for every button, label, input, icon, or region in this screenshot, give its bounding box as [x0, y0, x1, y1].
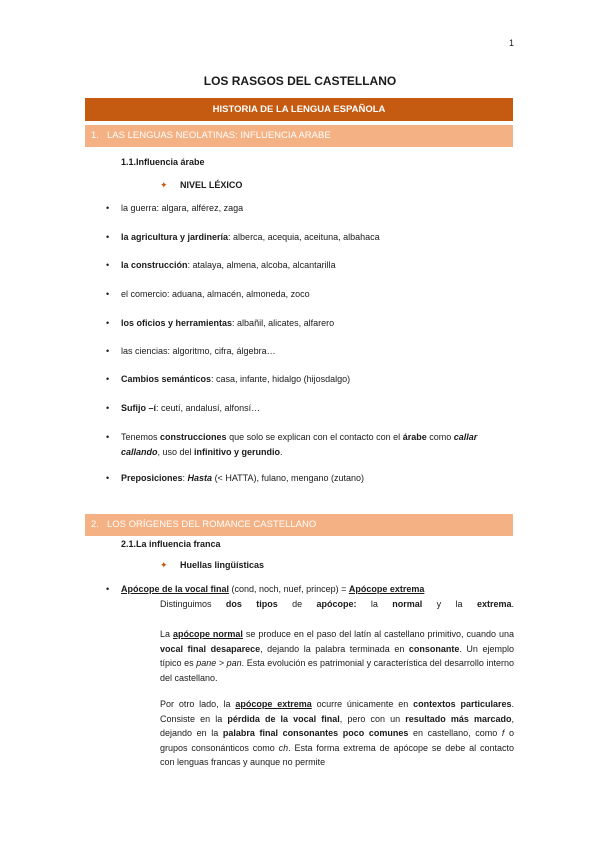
text-run: Apócope de la vocal final: [121, 584, 230, 594]
item-text: (< HATTA), fulano, mengano (zutano): [212, 473, 365, 483]
main-heading-band: HISTORIA DE LA LENGUA ESPAÑOLA: [85, 98, 513, 122]
bullet-icon: •: [106, 260, 110, 270]
paragraph-distinguimos: [160, 597, 514, 612]
item-label: las ciencias: [121, 346, 168, 356]
text-run: . Esta evolución es patrimonial y característica del desarrollo interno del castellano.: [160, 658, 514, 683]
text-run: Por otro lado, la: [160, 699, 236, 709]
text-run: .: [280, 446, 283, 457]
huellas-heading: [160, 560, 264, 571]
text-run: apócope extrema: [235, 699, 312, 709]
text-run: contextos particulares: [413, 699, 512, 709]
text-run: palabra final consonantes poco comunes: [222, 728, 409, 738]
item-text: : algoritmo, cifra, álgebra…: [167, 346, 276, 356]
text-run: , dejando la palabra terminada en: [260, 643, 409, 654]
item-label: la construcción: [121, 260, 188, 270]
text-run: . Consiste en la: [160, 699, 514, 724]
text-run: Distinguimos: [160, 599, 226, 609]
bullet-icon: •: [106, 403, 110, 413]
bullet-icon: •: [106, 289, 110, 299]
text-run: árabe: [402, 432, 427, 442]
section-2-band: [85, 514, 513, 536]
item-text: : albañil, alicates, alfarero: [232, 318, 335, 328]
item-text: : casa, infante, hidalgo (hijosdalgo): [211, 374, 351, 384]
bullet-icon: •: [106, 346, 110, 356]
text-run: consonante: [408, 643, 460, 654]
text-run: la: [356, 599, 393, 609]
diamond-marker-icon: ✦: [160, 180, 168, 190]
text-run: resultado más marcado: [405, 713, 512, 724]
text-run: dos tipos: [225, 599, 278, 609]
item-text: : aduana, almacén, almoneda, zoco: [167, 289, 310, 299]
text-run: se produce en el paso del latín al castellano primitivo, cuando una: [242, 629, 515, 639]
item-text: : atalaya, almena, alcoba, alcantarilla: [187, 260, 336, 270]
nivel-lexico-heading: [160, 180, 242, 191]
text-run: pane > pan: [196, 658, 242, 668]
text-run: .: [511, 599, 514, 609]
subsection-1-1-number: 1.1.: [121, 157, 137, 167]
text-run: apócope normal: [172, 629, 243, 639]
item-label: la agricultura y jardinería: [121, 232, 229, 242]
text-run: , uso del: [157, 446, 195, 457]
text-run: Hasta: [187, 473, 213, 483]
text-run: Tenemos: [121, 432, 161, 442]
item-label: el comercio: [121, 289, 168, 299]
section-1-number: 1.: [91, 130, 99, 141]
section-1-band: [85, 125, 513, 147]
section-2-title: LOS ORÍGENES DEL ROMANCE CASTELLANO: [107, 519, 317, 530]
item-label: Sufijo –í: [121, 403, 157, 413]
huellas-label: Huellas lingüísticas: [180, 560, 265, 570]
text-run: infinitivo y gerundio: [194, 446, 281, 457]
bullet-icon: •: [106, 473, 110, 483]
document-title: LOS RASGOS DEL CASTELLANO: [203, 74, 397, 88]
page-number: 1: [508, 38, 514, 48]
text-run: . Esta forma extrema de apócope se debe al contacto con lenguas francas y aunque no permite: [160, 742, 514, 767]
text-run: o grupos consonánticos como: [160, 728, 514, 753]
text-run: , dejando en la: [160, 713, 514, 738]
bullet-icon: •: [106, 232, 110, 242]
text-run: pérdida de la vocal final: [227, 713, 340, 724]
section-2-number: 2.: [91, 519, 99, 530]
text-run: . Un ejemplo típico es: [160, 643, 514, 668]
section-1-title: LAS LENGUAS NEOLATINAS: INFLUENCIA ARABE: [107, 130, 331, 141]
text-run: que solo se explican con el contacto con el: [226, 432, 403, 442]
paragraph-apocope-extrema: [160, 697, 514, 770]
text-run: construcciones: [160, 432, 227, 442]
subsection-2-1: [121, 539, 221, 549]
bullet-icon: •: [106, 318, 110, 328]
subsection-2-1-number: 2.1.: [121, 539, 137, 549]
text-run: y la: [422, 599, 477, 609]
text-run: :: [182, 473, 188, 483]
text-run: extrema: [476, 599, 512, 609]
text-run: ch: [278, 742, 289, 753]
paragraph-apocope-normal: [160, 627, 514, 685]
bullet-icon: •: [106, 203, 110, 213]
text-run: apócope:: [316, 599, 357, 609]
text-run: normal: [392, 599, 423, 609]
text-run: Apócope extrema: [348, 584, 425, 594]
text-run: callar callando: [121, 432, 478, 457]
text-run: como: [426, 432, 454, 442]
diamond-marker-icon: ✦: [160, 560, 168, 570]
text-run: f: [501, 728, 505, 738]
item-text: : algara, alférez, zaga: [156, 203, 244, 213]
text-run: ocurre únicamente en: [311, 699, 414, 709]
text-run: La: [160, 629, 173, 639]
text-run: vocal final desaparece: [160, 643, 261, 654]
item-label: los oficios y herramientas: [121, 318, 233, 328]
item-text: : alberca, acequia, aceituna, albahaca: [228, 232, 380, 242]
bullet-icon: •: [106, 432, 110, 442]
item-label: la guerra: [121, 203, 157, 213]
bullet-icon: •: [106, 374, 110, 384]
text-run: , pero con un: [339, 713, 406, 724]
text-run: de: [277, 599, 317, 609]
subsection-1-1: [121, 157, 205, 167]
bullet-icon: •: [106, 584, 110, 594]
subsection-2-1-title: La influencia franca: [136, 539, 221, 549]
text-run: en castellano, como: [408, 728, 502, 738]
item-text: : ceutí, andalusí, alfonsí…: [156, 403, 261, 413]
subsection-1-1-title: Influencia árabe: [136, 157, 205, 167]
nivel-lexico-label: NIVEL LÉXICO: [180, 180, 243, 190]
item-label: Cambios semánticos: [121, 374, 212, 384]
item-label: Preposiciones: [121, 473, 183, 483]
text-run: (cond, noch, nuef, princep) =: [229, 584, 349, 594]
